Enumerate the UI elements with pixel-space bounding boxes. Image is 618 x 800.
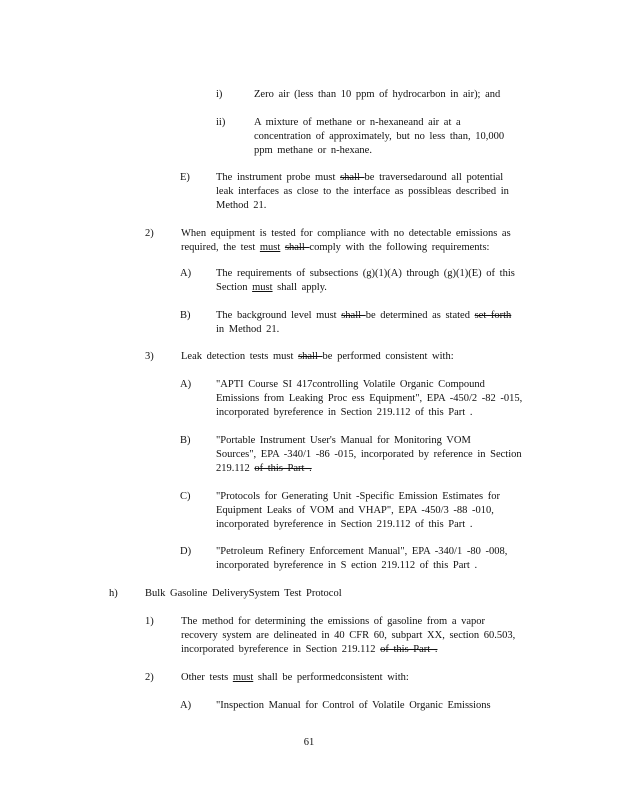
text-line bbox=[216, 434, 546, 448]
text-line bbox=[216, 281, 546, 295]
text-line bbox=[254, 144, 554, 158]
text-line bbox=[216, 267, 546, 281]
list-item-label: 2) bbox=[145, 672, 154, 683]
text-run: "Inspection Manual for Control of Volatile Organic Emissions bbox=[216, 700, 491, 711]
deleted-text: set forth bbox=[474, 310, 512, 321]
list-item-text bbox=[181, 671, 541, 685]
list-item-label: B) bbox=[180, 435, 191, 446]
text-run: concentration of approximately, but no less than, 10,000 bbox=[254, 131, 505, 142]
list-item-text bbox=[216, 699, 546, 713]
text-run: Method 21. bbox=[216, 200, 267, 211]
text-line bbox=[216, 462, 546, 476]
list-item-label: C) bbox=[180, 491, 191, 502]
text-run: incorporated byreference in S ection 219.112 of this Part . bbox=[216, 560, 478, 571]
text-run: Bulk Gasoline DeliverySystem Test Protocol bbox=[145, 588, 342, 599]
text-run: be determined as stated bbox=[365, 310, 475, 321]
page-number: 61 bbox=[303, 737, 315, 748]
inserted-text: must bbox=[259, 242, 281, 253]
deleted-text: shall bbox=[284, 242, 310, 253]
list-item-label: ii) bbox=[216, 117, 226, 128]
deleted-text: of this Part . bbox=[254, 463, 312, 474]
text-line bbox=[181, 671, 541, 685]
list-item-text bbox=[254, 88, 554, 102]
list-item-label: B) bbox=[180, 310, 191, 321]
text-run: Equipment Leaks of VOM and VHAP", EPA -450/3 -88 -010, bbox=[216, 505, 494, 516]
text-line bbox=[216, 323, 546, 337]
text-line bbox=[216, 448, 546, 462]
list-item-text bbox=[216, 171, 546, 213]
list-item-text bbox=[216, 434, 546, 476]
text-run: in Method 21. bbox=[216, 324, 280, 335]
text-line bbox=[254, 130, 554, 144]
text-run: The instrument probe must bbox=[216, 172, 341, 183]
text-line bbox=[216, 699, 546, 713]
text-run: shall apply. bbox=[272, 282, 327, 293]
text-line bbox=[181, 615, 541, 629]
list-item-text bbox=[181, 615, 541, 657]
list-item-text bbox=[145, 587, 445, 601]
text-line bbox=[181, 629, 541, 643]
text-line bbox=[216, 406, 546, 420]
text-line bbox=[216, 199, 546, 213]
text-line bbox=[181, 643, 541, 657]
text-run: The method for determining the emissions of gasoline from a vapor bbox=[181, 616, 486, 627]
list-item-text bbox=[216, 267, 546, 295]
text-run: "Portable Instrument User's Manual for Monitoring VOM bbox=[216, 435, 471, 446]
list-item-label: 2) bbox=[145, 228, 154, 239]
text-line bbox=[254, 88, 554, 102]
text-run: "Protocols for Generating Unit -Specific Emission Estimates for bbox=[216, 491, 500, 502]
text-run: shall be performedconsistent with: bbox=[253, 672, 409, 683]
text-line bbox=[216, 490, 546, 504]
text-run: Other tests bbox=[181, 672, 233, 683]
text-line bbox=[216, 378, 546, 392]
text-line bbox=[216, 504, 546, 518]
text-run: incorporated byreference in Section 219.112 of this Part . bbox=[216, 407, 473, 418]
text-run: recovery system are delineated in 40 CFR 60, subpart XX, section 60.503, bbox=[181, 630, 516, 641]
list-item-text bbox=[181, 227, 541, 255]
text-run: incorporated byreference in Section 219.112 bbox=[181, 644, 381, 655]
deleted-text: shall bbox=[298, 351, 323, 362]
text-line bbox=[216, 185, 546, 199]
list-item-label: E) bbox=[180, 172, 190, 183]
text-run: "Petroleum Refinery Enforcement Manual", EPA -340/1 -80 -008, bbox=[216, 546, 508, 557]
text-run: Emissions from Leaking Proc ess Equipment", EPA -450/2 -82 -015, bbox=[216, 393, 523, 404]
deleted-text: shall bbox=[340, 172, 365, 183]
inserted-text: must bbox=[232, 672, 254, 683]
text-run: be traversedaround all potential bbox=[364, 172, 504, 183]
text-run: The background level must bbox=[216, 310, 342, 321]
text-run: ppm methane or n-hexane. bbox=[254, 145, 372, 156]
inserted-text: must bbox=[252, 282, 273, 293]
list-item-text bbox=[216, 309, 546, 337]
text-run: required, the test bbox=[181, 242, 260, 253]
text-run: incorporated byreference in Section 219.112 of this Part . bbox=[216, 519, 473, 530]
list-item-label: 3) bbox=[145, 351, 154, 362]
list-item-label: 1) bbox=[145, 616, 154, 627]
text-run: Leak detection tests must bbox=[181, 351, 299, 362]
list-item-label: A) bbox=[180, 379, 192, 390]
text-line bbox=[216, 559, 546, 573]
text-line bbox=[254, 116, 554, 130]
list-item-label: A) bbox=[180, 700, 192, 711]
deleted-text: shall bbox=[341, 310, 366, 321]
text-run: comply with the following requirements: bbox=[309, 242, 490, 253]
list-item-label: D) bbox=[180, 546, 192, 557]
text-run: leak interfaces as close to the interface as possibleas described in bbox=[216, 186, 509, 197]
text-line bbox=[216, 518, 546, 532]
text-run: Zero air (less than 10 ppm of hydrocarbon in air); and bbox=[254, 89, 501, 100]
text-line bbox=[145, 587, 445, 601]
list-item-label: i) bbox=[216, 89, 223, 100]
text-line bbox=[216, 392, 546, 406]
text-run: Sources", EPA -340/1 -86 -015, incorporated by reference in Section bbox=[216, 449, 522, 460]
text-run: 219.112 bbox=[216, 463, 255, 474]
text-run: be performed consistent with: bbox=[322, 351, 454, 362]
list-item-label: h) bbox=[109, 588, 118, 599]
text-run: A mixture of methane or n-hexaneand air at a bbox=[254, 117, 461, 128]
text-line bbox=[216, 309, 546, 323]
list-item-text bbox=[254, 116, 554, 158]
text-line bbox=[216, 171, 546, 185]
list-item-label: A) bbox=[180, 268, 192, 279]
text-line bbox=[181, 350, 541, 364]
text-line bbox=[181, 241, 541, 255]
text-line bbox=[216, 545, 546, 559]
list-item-text bbox=[216, 378, 546, 420]
list-item-text bbox=[216, 545, 546, 573]
text-run: "APTI Course SI 417controlling Volatile Organic Compound bbox=[216, 379, 485, 390]
text-run: The requirements of subsections (g)(1)(A) through (g)(1)(E) of this bbox=[216, 268, 515, 279]
list-item-text bbox=[181, 350, 541, 364]
list-item-text bbox=[216, 490, 546, 532]
text-line bbox=[181, 227, 541, 241]
text-run: When equipment is tested for compliance with no detectable emissions as bbox=[181, 228, 511, 239]
text-run: Section bbox=[216, 282, 253, 293]
deleted-text: of this Part . bbox=[380, 644, 438, 655]
